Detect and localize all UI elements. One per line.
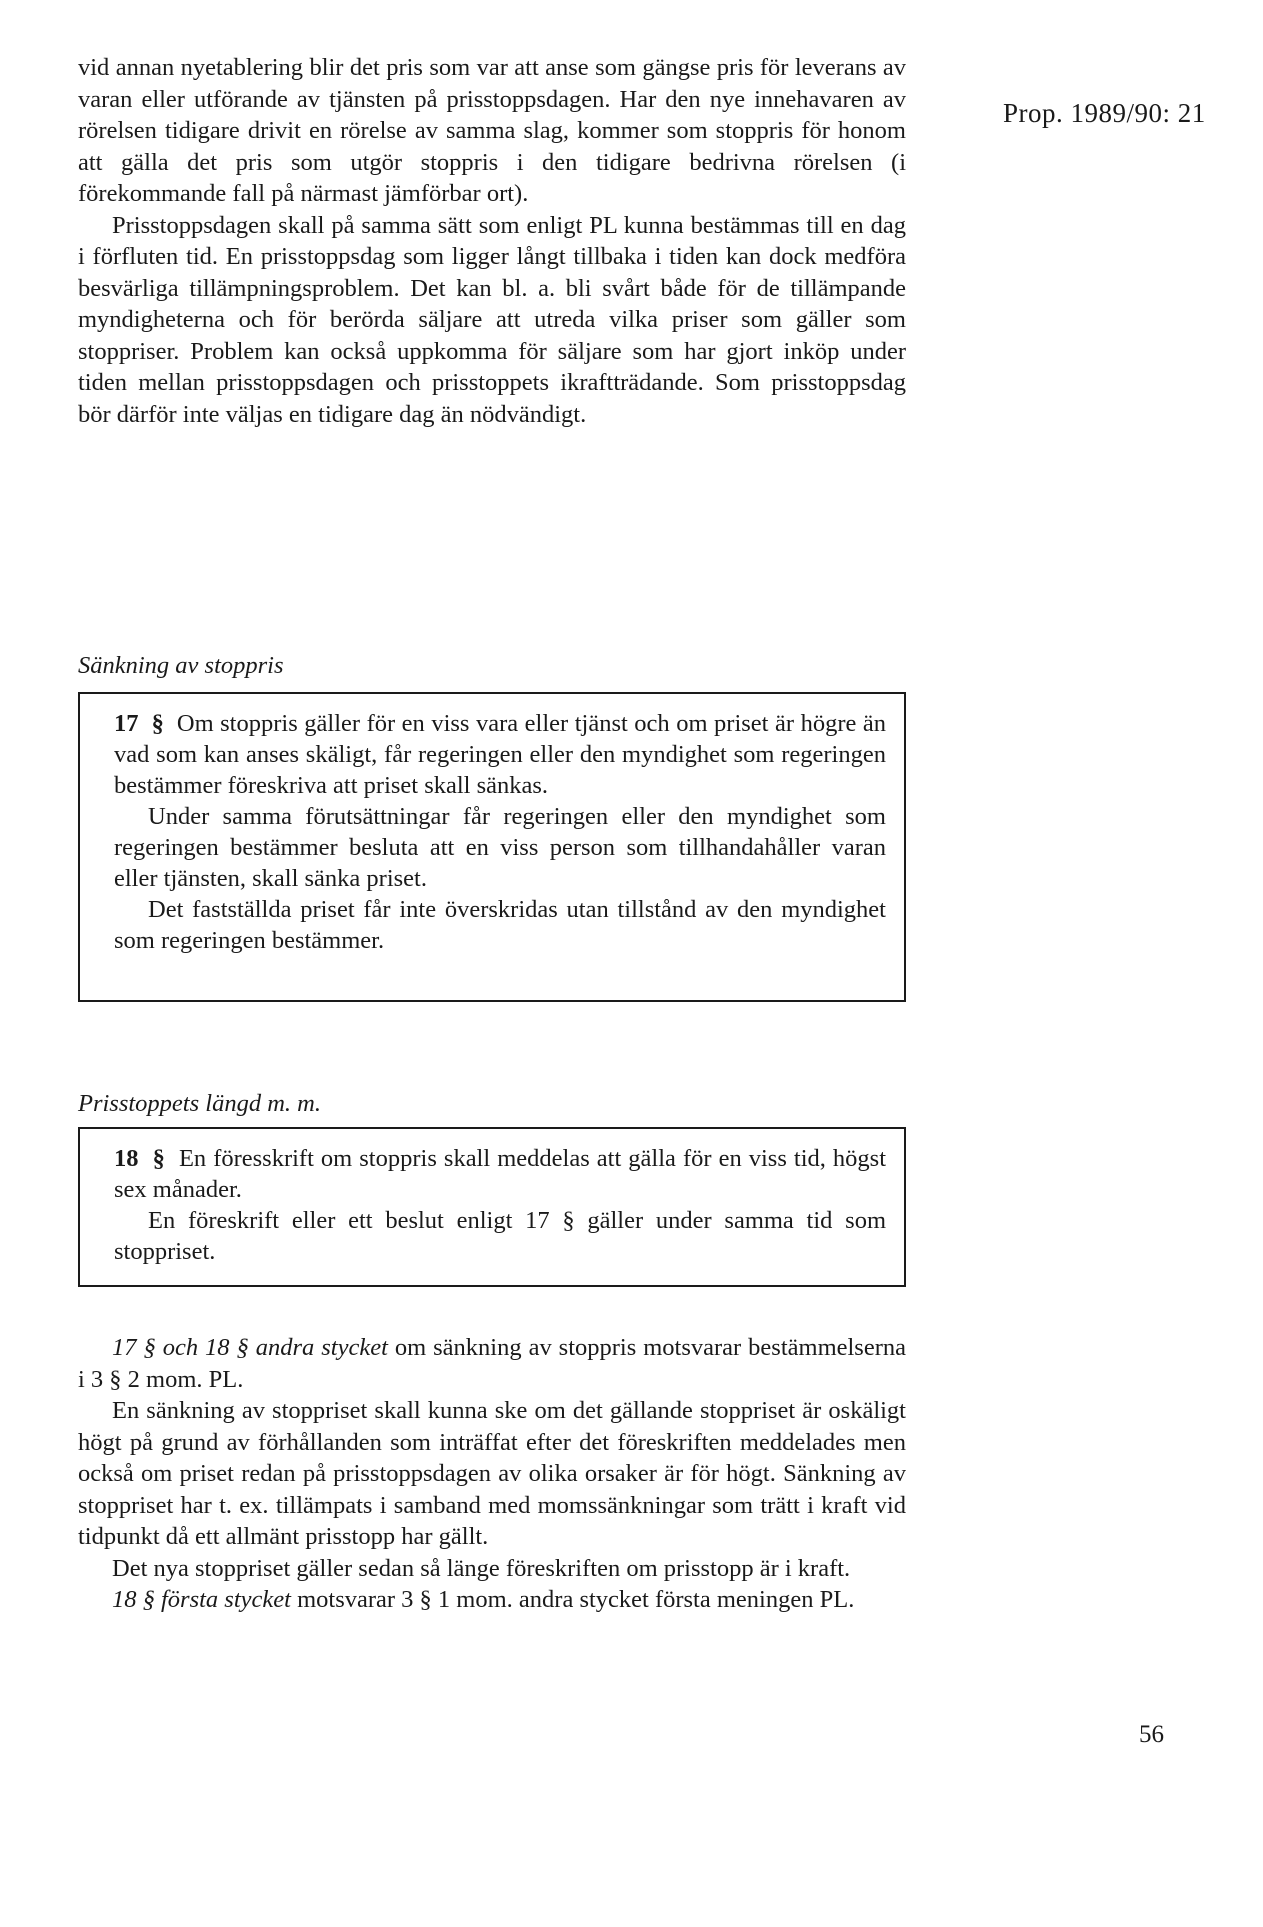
intro-paragraph-1: vid annan nyetablering blir det pris som var att anse som gängse pris för leverans av varan eller utförande av tjänsten på prisstoppsdagen. Har den nye innehavaren av rörelsen tidigare drivit en rörelse av samma slag, kommer som stoppris för honom att gälla det pris som utgör stoppris i den tidigare bedrivna rörelsen (i förekommande fall på närmast jämförbar ort). [78,54,906,207]
intro-text [78,52,906,430]
section-18-paragraph-1 [114,1143,886,1205]
section-sign: § [152,1145,165,1172]
commentary-paragraph-2: En sänkning av stoppriset skall kunna ske om det gällande stoppriset är oskäligt högt på grund av förhållanden som inträffat efter det föreskriften meddelades men också om priset redan på prisstoppsdagen av olika orsaker är för högt. Sänkning av stoppriset har t. ex. tillämpats i samband med momssänkningar som trätt i kraft vid tidpunkt då ett allmänt prisstopp har gällt. [78,1397,906,1550]
intro-paragraph-2: Prisstoppsdagen skall på samma sätt som enligt PL kunna bestämmas till en dag i förfluten tid. En prisstoppsdag som ligger långt tillbaka i tiden kan dock medföra besvärliga tillämpningsproblem. Det kan bl. a. bli svårt både för de tillämpande myndigheterna och för berörda säljare att utreda vilka priser som gäller som stoppriser. Problem kan också uppkomma för säljare som har gjort inköp under tiden mellan prisstoppsdagen och prisstoppets ikraftträdande. Som prisstoppsdag bör därför inte väljas en tidigare dag än nödvändigt. [78,211,906,428]
commentary-text-4: motsvarar 3 § 1 mom. andra stycket första meningen PL. [290,1586,855,1613]
section-17-paragraph-2: Under samma förutsättningar får regeringen eller den myndighet som regeringen bestämmer besluta att en viss person som tillhandahåller varan eller tjänsten, skall sänka priset. [114,803,886,892]
commentary-paragraph-3: Det nya stoppriset gäller sedan så länge föreskriften om prisstopp är i kraft. [112,1554,851,1582]
section-sign: § [151,710,164,737]
page-number: 56 [1139,1721,1164,1748]
section-18-text-1: En föresskrift om stoppris skall meddelas att gälla för en viss tid, högst sex månader. [114,1145,887,1203]
section-17-text-1: Om stoppris gäller för en viss vara eller tjänst och om priset är högre än vad som kan anses skäligt, får regeringen eller den myndighet som regeringen bestämmer föreskriva att priset skall sänkas. [114,710,887,799]
section-17-paragraph-1 [114,708,886,801]
commentary-paragraph-1 [78,1332,906,1395]
section-number: 17 [114,710,139,737]
proposition-reference: Prop. 1989/90: 21 [1003,98,1206,128]
commentary-paragraph-4 [78,1584,906,1616]
section-number: 18 [114,1145,139,1172]
section-18-paragraph-2: En föreskrift eller ett beslut enligt 17 § gäller under samma tid som stoppriset. [114,1207,886,1265]
law-text-box-17 [78,692,906,1002]
commentary-text [78,1332,906,1616]
section-17-paragraph-3: Det fastställda priset får inte överskridas utan tillstånd av den myndighet som regeringen bestämmer. [114,896,886,954]
section-heading-sankning: Sänkning av stoppris [78,652,284,679]
commentary-text-1: om sänkning av stoppris motsvarar bestämmelserna i 3 § 2 mom. PL. [78,1334,906,1393]
law-text-box-18 [78,1127,906,1287]
commentary-reference-4: 18 § första stycket [112,1586,291,1613]
commentary-reference-1: 17 § och 18 § andra stycket [112,1334,388,1361]
section-heading-langd: Prisstoppets längd m. m. [78,1090,321,1117]
